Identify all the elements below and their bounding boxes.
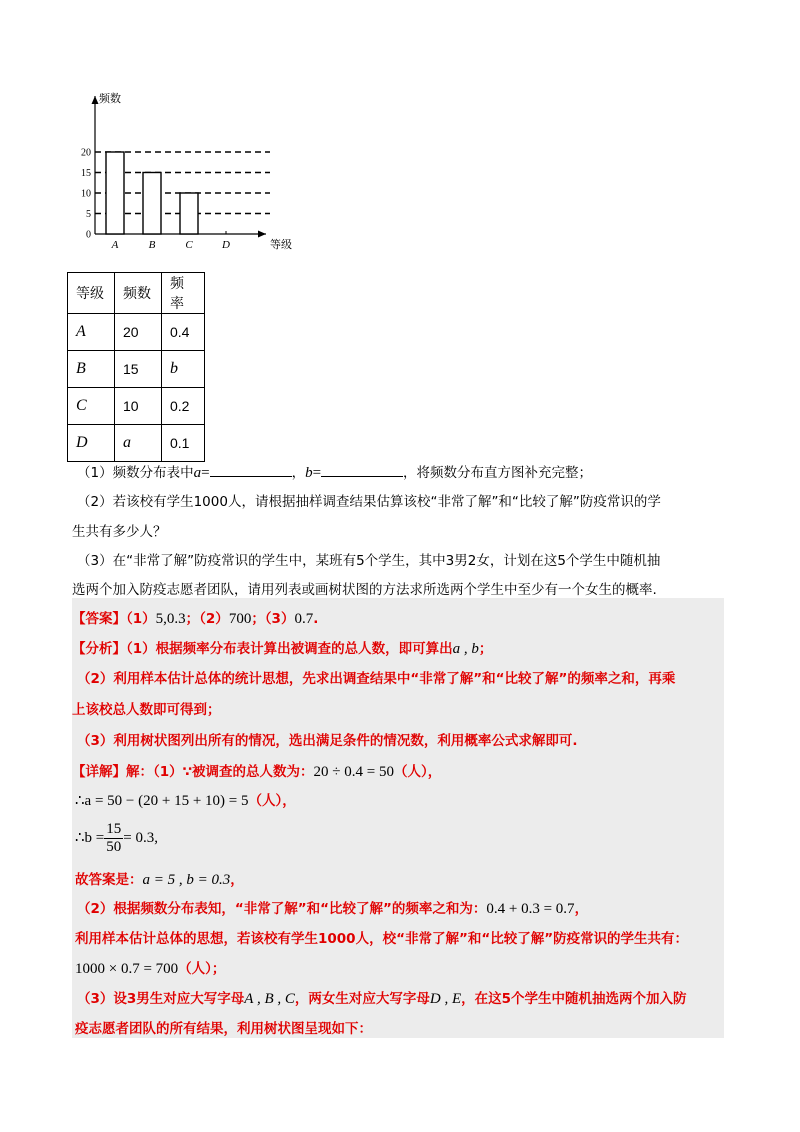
y-tick-label: 15 [81, 168, 91, 179]
detail-text: 【详解】解：（1）∵被调查的总人数为： [72, 764, 314, 780]
detail-math: D , E [429, 991, 462, 1007]
detail-math: 1000 × 0.7 = 700 [75, 961, 179, 977]
y-axis-arrow [92, 96, 99, 104]
cell-grade: B [68, 351, 115, 388]
analysis-line-4: （3）利用树状图列出所有的情况，选出满足条件的情况数，利用概率公式求解即可. [77, 733, 578, 749]
header-grade: 等级 [68, 273, 115, 314]
question-3-line-2: 选两个加入防疫志愿者团队，请用列表或画树状图的方法求所选两个学生中至少有一个女生的概率. [72, 582, 657, 598]
cell-grade: C [68, 388, 115, 425]
detail-math: 20 ÷ 0.4 = 50 [313, 764, 394, 780]
detail-end: （人）， [248, 793, 296, 809]
frequency-table [67, 272, 205, 462]
bar [180, 193, 198, 234]
cell-count: 20 [115, 314, 162, 351]
detail-line-7 [75, 959, 225, 979]
table-header-row [68, 273, 205, 314]
detail-math: 0.4 + 0.3 = 0.7 [486, 901, 575, 917]
var-a: a [193, 465, 202, 481]
analysis-text: 【分析】（1）根据频率分布表计算出被调查的总人数，即可算出 [72, 641, 453, 657]
x-tick-label: B [148, 239, 156, 251]
detail-math: a = 5 , b = 0.3 [142, 872, 231, 888]
table-row [68, 314, 205, 351]
x-tick-label: C [185, 239, 193, 251]
detail-end: ， [574, 901, 589, 917]
q1-prefix: （1）频数分布表中 [77, 465, 194, 481]
cell-rate: 0.2 [162, 388, 205, 425]
detail-line-9: 疫志愿者团队的所有结果，利用树状图呈现如下： [75, 1021, 372, 1037]
frequency-histogram [60, 82, 310, 262]
cell-rate: 0.4 [162, 314, 205, 351]
detail-text: ，在这5个学生中随机抽选两个加入防 [461, 991, 687, 1007]
header-rate: 频率 [162, 273, 205, 314]
answer-value: 5,0.3 [155, 611, 186, 627]
cell-count: 10 [115, 388, 162, 425]
y-axis-label: 频数 [99, 92, 121, 105]
cell-count: a [115, 425, 162, 462]
detail-text: （3）设3男生对应大写字母 [77, 991, 245, 1007]
cell-rate: 0.1 [162, 425, 205, 462]
answer-value: 0.7 [294, 611, 314, 627]
detail-end: （人）， [394, 764, 442, 780]
x-axis-arrow [258, 231, 266, 238]
header-count: 频数 [115, 273, 162, 314]
analysis-end: ； [478, 641, 493, 657]
x-tick-label: D [222, 239, 230, 251]
blank-a [210, 462, 292, 477]
detail-text: 故答案是： [75, 872, 143, 888]
answer-sep: ；（3） [251, 611, 295, 627]
fraction-denominator: 50 [106, 838, 122, 855]
detail-line-6: 利用样本估计总体的思想，若该校有学生1000人，校“非常了解”和“比较了解”防疫常识的学生共有： [75, 931, 689, 947]
answer-end: . [313, 611, 319, 627]
analysis-line-3: 上该校总人数即可得到； [72, 702, 221, 718]
cell-count: 15 [115, 351, 162, 388]
answer-label: 【答案】（1） [72, 611, 156, 627]
analysis-vars: a , b [452, 641, 479, 657]
detail-text: ，两女生对应大写字母 [294, 991, 430, 1007]
table-row [68, 425, 205, 462]
y-tick-label: 20 [81, 147, 91, 159]
analysis-line-2: （2）利用样本估计总体的统计思想，先求出调查结果中“非常了解”和“比较了解”的频率之和，再乘 [77, 671, 676, 687]
detail-line-3 [75, 818, 158, 858]
detail-math: ∴a = 50 − (20 + 15 + 10) = 5 [75, 793, 249, 809]
cell-rate: b [162, 351, 205, 388]
detail-line-5 [77, 899, 588, 919]
answer-value: 700 [228, 611, 252, 627]
chart-root [81, 91, 292, 251]
question-3-line-1: （3）在“非常了解”防疫常识的学生中，某班有5个学生，其中3男2女，计划在这5个学生中随机抽 [77, 553, 661, 569]
detail-line-2 [75, 791, 296, 811]
detail-line-4 [75, 870, 244, 890]
question-1 [77, 462, 592, 483]
var-b: b [305, 465, 313, 481]
detail-math: = 0.3, [123, 830, 158, 846]
bar [106, 152, 124, 234]
detail-math: A , B , C [244, 991, 295, 1007]
table-row [68, 351, 205, 388]
detail-line-1 [72, 762, 441, 782]
bar [143, 173, 161, 235]
y-tick-label: 0 [86, 229, 91, 241]
question-2-line-1: （2）若该校有学生1000人，请根据抽样调查结果估算该校“非常了解”和“比较了解”防疫常识的学 [77, 494, 661, 510]
y-tick-label: 10 [81, 188, 91, 200]
question-2-line-2: 生共有多少人？ [72, 524, 167, 540]
y-tick-label: 5 [86, 209, 91, 220]
answer-sep: ；（2） [185, 611, 229, 627]
fraction-numerator: 15 [106, 820, 122, 837]
eq-sign: = [201, 465, 210, 481]
detail-end: ， [230, 872, 244, 888]
eq-sign: = [312, 465, 322, 481]
cell-grade: A [68, 314, 115, 351]
analysis-line-1 [72, 639, 492, 659]
fraction [104, 821, 123, 856]
x-tick-label: A [111, 239, 119, 251]
detail-end: （人）； [178, 961, 226, 977]
blank-b [321, 462, 403, 477]
table-row [68, 388, 205, 425]
x-axis-label: 等级 [270, 238, 292, 251]
cell-grade: D [68, 425, 115, 462]
answer-line [72, 609, 318, 629]
detail-math: ∴b = [75, 830, 105, 846]
detail-text: （2）根据频数分布表知，“非常了解”和“比较了解”的频率之和为： [77, 901, 487, 917]
detail-line-8 [77, 989, 687, 1009]
q1-suffix: ，将频数分布直方图补充完整； [403, 465, 593, 481]
q1-sep: ， [291, 465, 306, 481]
